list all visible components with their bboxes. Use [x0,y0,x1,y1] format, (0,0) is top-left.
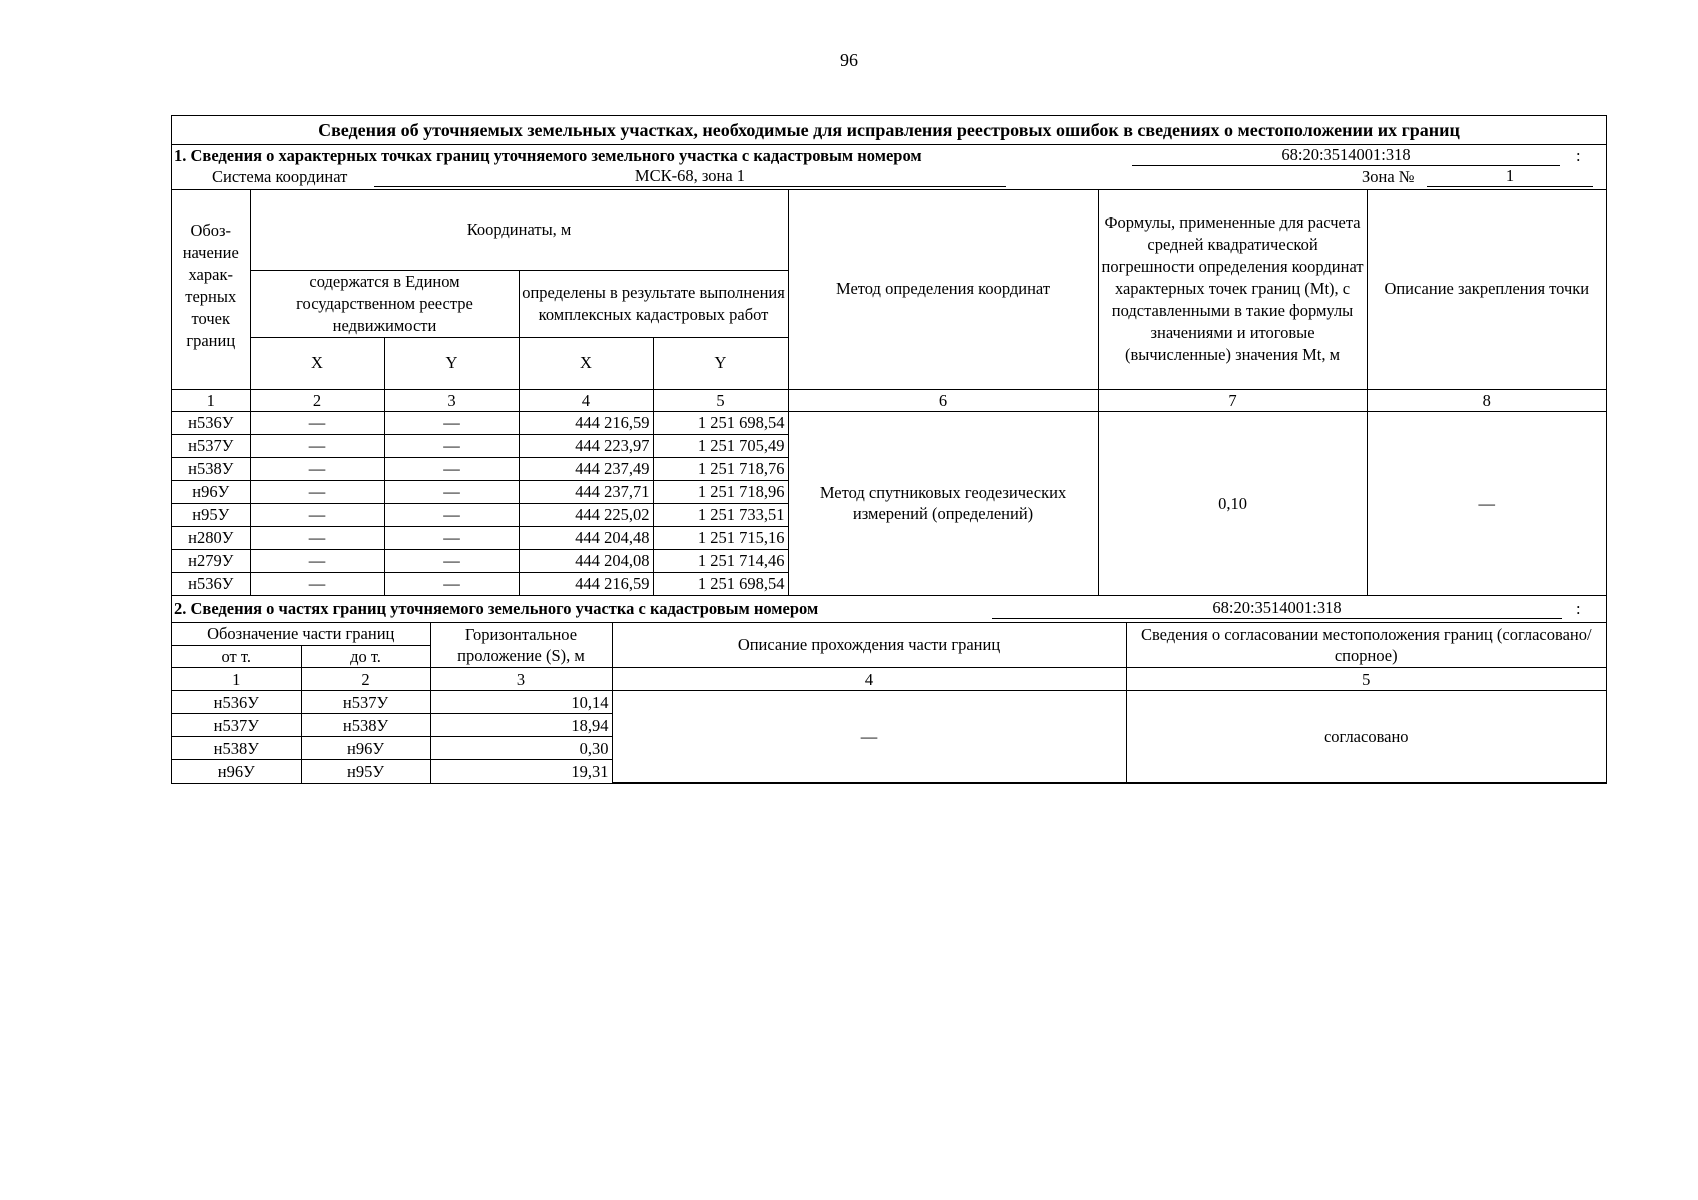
column-number: 8 [1367,389,1606,411]
y-registry: — [384,503,519,526]
y-determined: 1 251 733,51 [653,503,788,526]
agreement-value: согласовано [1126,691,1606,783]
point-id: н95У [172,503,250,526]
table-row [172,411,1606,434]
header-x1: X [250,337,384,389]
points-table [172,190,1606,596]
to-point: н537У [301,691,430,714]
x-registry: — [250,434,384,457]
header-determined: определены в результате выполнения комплексных кадастровых работ [519,270,788,337]
column-number: 6 [788,389,1098,411]
y-registry: — [384,480,519,503]
from-point: н537У [172,714,301,737]
x-determined: 444 216,59 [519,411,653,434]
y-determined: 1 251 718,96 [653,480,788,503]
header-to: до т. [301,646,430,668]
mt-value: 0,10 [1098,411,1367,595]
x-determined: 444 204,08 [519,549,653,572]
x-registry: — [250,549,384,572]
header-designation: Обоз-начение харак-терных точек границ [172,190,250,389]
coord-system-label: Система координат [212,167,348,186]
column-number: 2 [250,389,384,411]
section2-header [172,596,1606,623]
x-registry: — [250,526,384,549]
horizontal-length: 19,31 [430,760,612,783]
y-registry: — [384,457,519,480]
document-sheet [171,115,1607,784]
column-number: 5 [653,389,788,411]
main-title: Сведения об уточняемых земельных участках, необходимые для исправления реестровых ошибок в сведениях о местоположении их границ [172,116,1606,145]
description-value: — [612,691,1126,783]
header-coordinates: Координаты, м [250,190,788,270]
header-from: от т. [172,646,301,668]
header-method: Метод определения координат [788,190,1098,389]
column-number: 5 [1126,668,1606,691]
section1-colon: : [1576,146,1581,165]
y-determined: 1 251 698,54 [653,572,788,595]
column-number: 3 [384,389,519,411]
column-number: 1 [172,389,250,411]
header-y2: Y [653,337,788,389]
y-registry: — [384,526,519,549]
to-point: н96У [301,737,430,760]
x-determined: 444 223,97 [519,434,653,457]
header-description: Описание прохождения части границ [612,623,1126,668]
header-in-registry: содержатся в Едином государственном реестре недвижимости [250,270,519,337]
method-value: Метод спутниковых геодезических измерений (определений) [788,411,1098,595]
y-registry: — [384,572,519,595]
header-formulas: Формулы, примененные для расчета средней квадратической погрешности определения координат характерных точек границ (Mt), с подставленными в такие формулы значениями и итоговые (вычисленные) значения Mt, м [1098,190,1367,389]
header-horizontal: Горизонтальное проложение (S), м [430,623,612,668]
y-determined: 1 251 715,16 [653,526,788,549]
column-number: 4 [519,389,653,411]
header-x2: X [519,337,653,389]
x-determined: 444 237,49 [519,457,653,480]
section2-heading: 2. Сведения о частях границ уточняемого земельного участка с кадастровым номером [174,598,819,618]
x-determined: 444 204,48 [519,526,653,549]
y-determined: 1 251 698,54 [653,411,788,434]
y-determined: 1 251 714,46 [653,549,788,572]
coord-system-value: МСК-68, зона 1 [374,166,1006,187]
column-number-row [172,389,1606,411]
x-determined: 444 225,02 [519,503,653,526]
x-registry: — [250,411,384,434]
y-registry: — [384,434,519,457]
point-id: н536У [172,572,250,595]
to-point: н538У [301,714,430,737]
from-point: н96У [172,760,301,783]
section1-heading: 1. Сведения о характерных точках границ уточняемого земельного участка с кадастровым номером [174,146,922,165]
x-determined: 444 216,59 [519,572,653,595]
point-id: н280У [172,526,250,549]
table-row [172,691,1606,714]
y-registry: — [384,411,519,434]
x-registry: — [250,503,384,526]
y-determined: 1 251 705,49 [653,434,788,457]
y-determined: 1 251 718,76 [653,457,788,480]
point-id: н96У [172,480,250,503]
from-point: н536У [172,691,301,714]
point-id: н536У [172,411,250,434]
zone-value: 1 [1427,166,1593,187]
zone-label: Зона № [1362,167,1415,186]
point-id: н279У [172,549,250,572]
x-registry: — [250,457,384,480]
fixing-value: — [1367,411,1606,595]
page-number: 96 [840,50,858,70]
x-registry: — [250,572,384,595]
column-number: 4 [612,668,1126,691]
horizontal-length: 18,94 [430,714,612,737]
point-id: н537У [172,434,250,457]
to-point: н95У [301,760,430,783]
section2-colon: : [1576,598,1581,618]
horizontal-length: 0,30 [430,737,612,760]
header-fixing: Описание закрепления точки [1367,190,1606,389]
section1-cadastral-number: 68:20:3514001:318 [1132,145,1560,166]
x-registry: — [250,480,384,503]
y-registry: — [384,549,519,572]
parts-table [172,623,1606,784]
header-agreement: Сведения о согласовании местоположения границ (согласовано/спорное) [1126,623,1606,668]
column-number: 3 [430,668,612,691]
column-number: 1 [172,668,301,691]
horizontal-length: 10,14 [430,691,612,714]
column-number-row [172,668,1606,691]
section1-header [172,145,1606,190]
from-point: н538У [172,737,301,760]
header-part-designation: Обозначение части границ [172,623,430,646]
column-number: 7 [1098,389,1367,411]
point-id: н538У [172,457,250,480]
x-determined: 444 237,71 [519,480,653,503]
section2-cadastral-number: 68:20:3514001:318 [992,598,1562,619]
column-number: 2 [301,668,430,691]
header-y1: Y [384,337,519,389]
